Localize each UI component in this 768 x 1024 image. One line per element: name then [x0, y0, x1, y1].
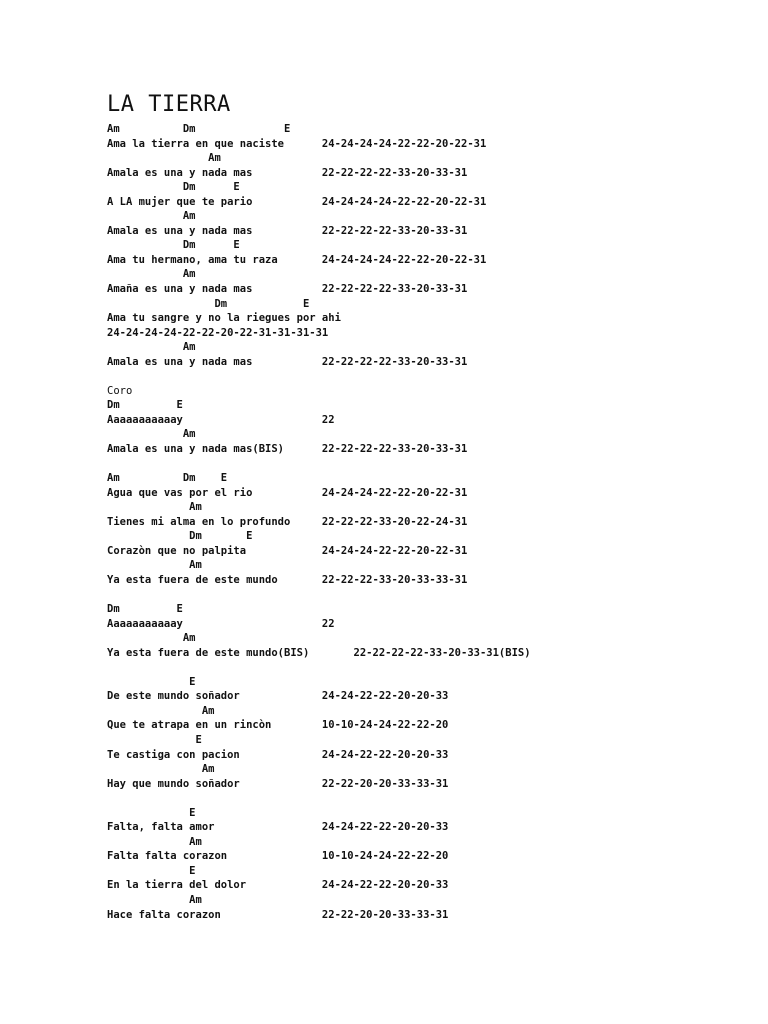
chord-line: Am — [107, 501, 202, 514]
lyric-line: Aaaaaaaaaaay 22 — [107, 413, 335, 426]
song-sheet — [107, 92, 747, 922]
chord-line: E — [107, 806, 196, 819]
chord-line: Dm E — [107, 399, 183, 412]
lyrics-and-chords — [107, 122, 747, 922]
lyric-line: Que te atrapa en un rincòn 10-10-24-24-22-22-20 — [107, 719, 449, 732]
blank-line — [107, 369, 747, 384]
lyric-line: En la tierra del dolor 24-24-22-22-20-20-33 — [107, 879, 449, 892]
chord-line: Am — [107, 210, 196, 223]
chord-line: Am — [107, 428, 196, 441]
song-title: LA TIERRA — [107, 92, 231, 117]
chord-line: E — [107, 864, 196, 877]
lyric-line: Amaña es una y nada mas 22-22-22-22-33-20-33-31 — [107, 283, 468, 296]
chord-line: Am — [107, 268, 196, 281]
chord-line: Dm E — [107, 181, 240, 194]
lyric-line: Amala es una y nada mas 22-22-22-22-33-20-33-31 — [107, 224, 468, 237]
lyric-line: Corazòn que no palpita 24-24-24-22-22-20-22-31 — [107, 544, 468, 557]
chord-line: Am — [107, 893, 202, 906]
blank-line — [107, 660, 747, 675]
lyric-line: Amala es una y nada mas 22-22-22-22-33-20-33-31 — [107, 166, 468, 179]
chord-line: Dm E — [107, 530, 253, 543]
chord-line: Am — [107, 835, 202, 848]
chord-line: Am Dm E — [107, 472, 228, 485]
lyric-line: Falta, falta amor 24-24-22-22-20-20-33 — [107, 821, 449, 834]
lyric-line: Ama tu hermano, ama tu raza 24-24-24-24-22-22-20-22-31 — [107, 253, 487, 266]
chord-line: E — [107, 675, 196, 688]
lyric-line: Hay que mundo soñador 22-22-20-20-33-33-31 — [107, 777, 449, 790]
chord-line: Am Dm E — [107, 123, 291, 135]
lyric-line: A LA mujer que te pario 24-24-24-24-22-22-20-22-31 — [107, 195, 487, 208]
lyric-line: De este mundo soñador 24-24-22-22-20-20-33 — [107, 690, 449, 703]
lyric-line: Coro — [107, 384, 133, 397]
lyric-line: Amala es una y nada mas 22-22-22-22-33-20-33-31 — [107, 355, 468, 368]
chord-line: Am — [107, 632, 196, 645]
chord-line: Dm E — [107, 603, 183, 616]
lyric-line: 24-24-24-24-22-22-20-22-31-31-31-31 — [107, 326, 329, 339]
lyric-line: Agua que vas por el rio 24-24-24-22-22-20-22-31 — [107, 486, 468, 499]
lyric-line: Falta falta corazon 10-10-24-24-22-22-20 — [107, 850, 449, 863]
lyric-line: Ya esta fuera de este mundo 22-22-22-33-20-33-33-31 — [107, 573, 468, 586]
blank-line — [107, 457, 747, 472]
lyric-line: Aaaaaaaaaaay 22 — [107, 617, 335, 630]
lyric-line: Amala es una y nada mas(BIS) 22-22-22-22-33-20-33-31 — [107, 443, 468, 456]
lyric-line: Te castiga con pacion 24-24-22-22-20-20-33 — [107, 748, 449, 761]
chord-line: Am — [107, 152, 221, 165]
lyric-line: Ama la tierra en que naciste 24-24-24-24-22-22-20-22-31 — [107, 137, 487, 150]
lyric-line: Ya esta fuera de este mundo(BIS) 22-22-22-22-33-20-33-31(BIS) — [107, 646, 531, 659]
chord-line: E — [107, 733, 202, 746]
chord-line: Am — [107, 763, 215, 776]
chord-line: Dm E — [107, 239, 240, 252]
chord-line: Am — [107, 341, 196, 354]
lyric-line: Tienes mi alma en lo profundo 22-22-22-33-20-22-24-31 — [107, 515, 468, 528]
chord-line: Dm E — [107, 297, 310, 310]
chord-line: Am — [107, 559, 202, 572]
lyric-line: Hace falta corazon 22-22-20-20-33-33-31 — [107, 908, 449, 921]
lyric-line: Ama tu sangre y no la riegues por ahi — [107, 312, 341, 325]
chord-line: Am — [107, 704, 215, 717]
blank-line — [107, 588, 747, 603]
blank-line — [107, 791, 747, 806]
